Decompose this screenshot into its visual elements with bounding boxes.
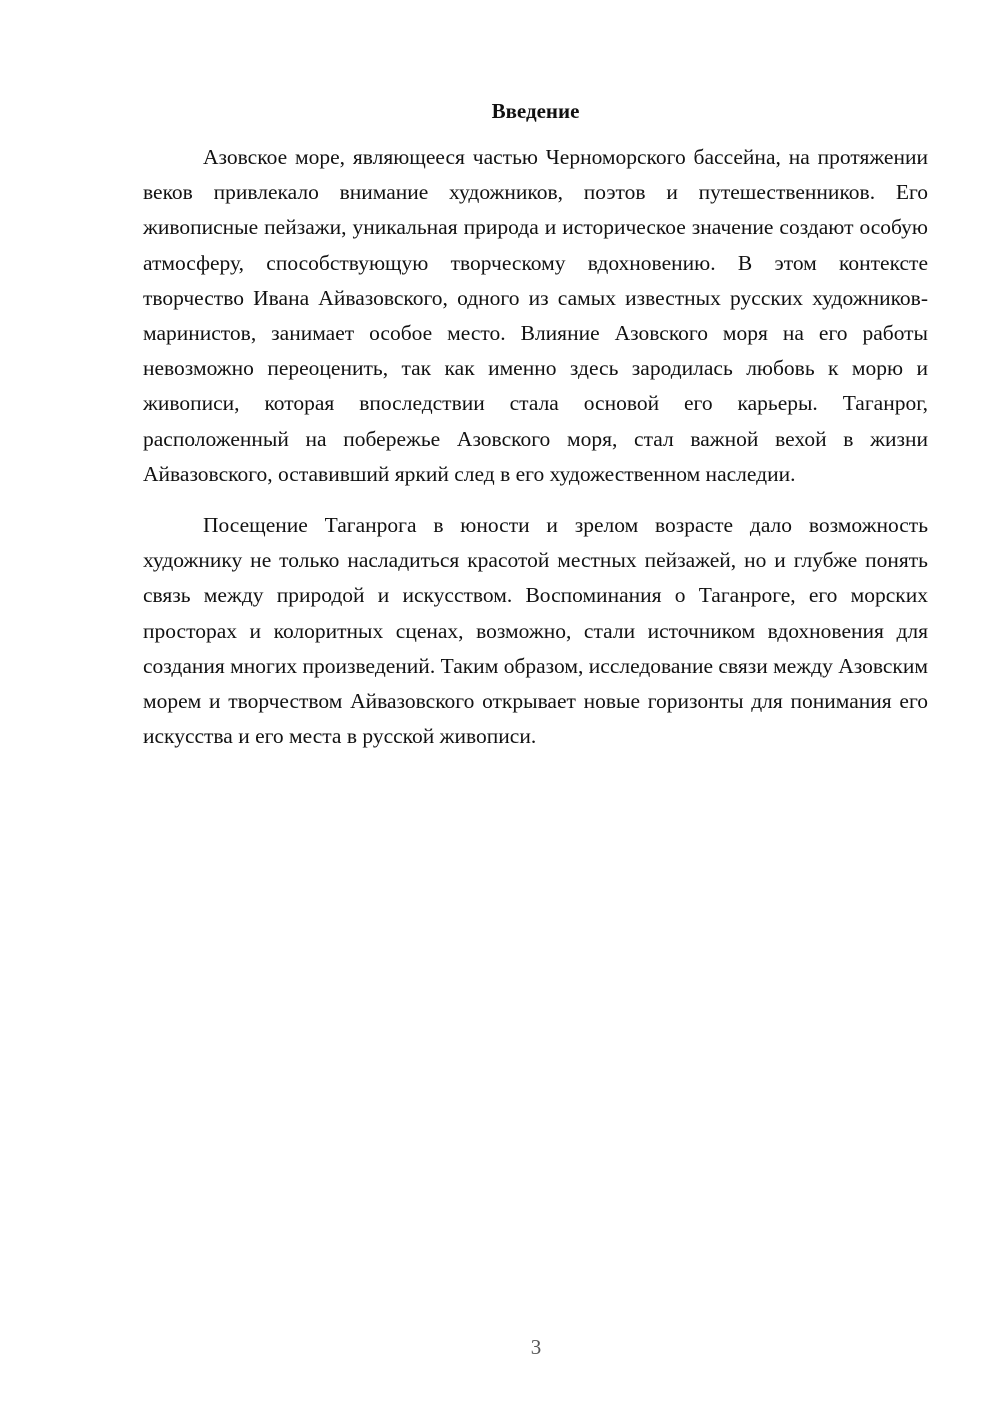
- paragraph-1: Азовское море, являющееся частью Черноморского бассейна, на протяжении веков привлекало внимание художников, поэтов и путешественников. Его живописные пейзажи, уникальная природа и историческое значение создают особую атмосферу, способствующую творческому вдохновению. В этом контексте творчество Ивана Айвазовского, одного из самых известных русских художников-маринистов, занимает особое место. Влияние Азовского моря на его работы невозможно переоценить, так как именно здесь зародилась любовь к морю и живописи, которая впоследствии стала основой его карьеры. Таганрог, расположенный на побережье Азовского моря, стал важной вехой в жизни Айвазовского, оставивший яркий след в его художественном наследии.: [143, 145, 928, 486]
- paragraph-2: Посещение Таганрога в юности и зрелом возрасте дало возможность художнику не только насладиться красотой местных пейзажей, но и глубже понять связь между природой и искусством. Воспоминания о Таганроге, его морских просторах и колоритных сценах, возможно, стали источником вдохновения для создания многих произведений. Таким образом, исследование связи между Азовским морем и творчеством Айвазовского открывает новые горизонты для понимания его искусства и его места в русской живописи.: [143, 513, 928, 749]
- section-heading: Введение: [491, 99, 580, 123]
- page-content: [143, 96, 928, 754]
- page-number: 3: [530, 1335, 542, 1359]
